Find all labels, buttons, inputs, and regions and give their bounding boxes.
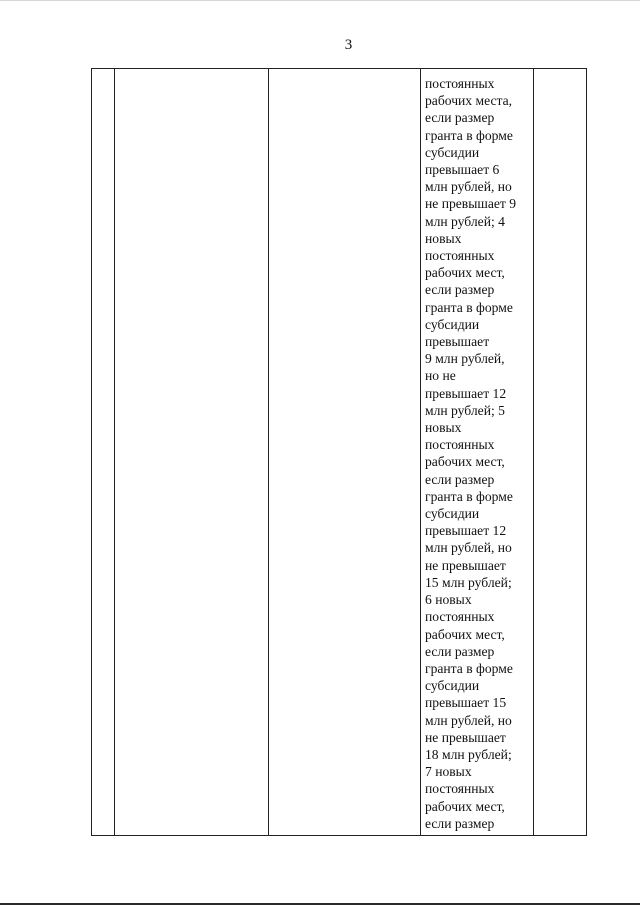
requirement-line: млн рублей, но (425, 540, 512, 556)
requirement-line: млн рублей, но (425, 712, 512, 728)
requirement-line: гранта в форме (425, 127, 513, 143)
table-cell-requirements (421, 69, 534, 836)
requirement-line: млн рублей; 5 (425, 402, 505, 418)
table-row (92, 69, 587, 836)
table-cell-description (269, 69, 421, 836)
requirement-line: превышает (425, 334, 490, 350)
requirement-line: субсидии (425, 506, 480, 522)
requirement-line: рабочих места, (425, 93, 513, 109)
requirement-line: субсидии (425, 678, 480, 694)
requirements-text (421, 69, 533, 832)
requirement-line: если размер (425, 471, 495, 487)
requirement-line: если размер (425, 282, 495, 298)
requirement-line: превышает 6 (425, 162, 500, 178)
requirement-line: 7 новых (425, 764, 472, 780)
requirement-line: постоянных (425, 76, 495, 91)
requirement-line: рабочих мест, (425, 454, 505, 470)
requirement-line: субсидии (425, 144, 480, 160)
table-cell-number (92, 69, 115, 836)
requirement-line: 6 новых (425, 592, 472, 608)
requirement-line: превышает 15 (425, 695, 507, 711)
requirement-line: постоянных (425, 609, 495, 625)
requirement-line: новых (425, 230, 462, 246)
table-cell-name (115, 69, 269, 836)
requirement-line: 18 млн рублей; (425, 746, 512, 762)
continuation-table (91, 68, 587, 836)
requirement-line: субсидии (425, 316, 480, 332)
requirement-line: постоянных (425, 248, 495, 264)
requirement-line: гранта в форме (425, 488, 513, 504)
requirement-line: постоянных (425, 437, 495, 453)
page-number: 3 (344, 37, 353, 53)
requirement-line: новых (425, 420, 462, 436)
requirement-line: если размер (425, 815, 495, 831)
requirement-line: рабочих мест, (425, 265, 505, 281)
requirement-line: млн рублей, но (425, 179, 512, 195)
requirement-line: но не (425, 368, 456, 384)
requirement-line: гранта в форме (425, 660, 513, 676)
requirement-line: если размер (425, 643, 495, 659)
requirement-line: не превышает (425, 557, 506, 573)
requirement-line: 15 млн рублей; (425, 574, 512, 590)
requirement-line: 9 млн рублей, (425, 351, 505, 367)
requirement-line: если размер (425, 110, 495, 126)
requirement-line: млн рублей; 4 (425, 213, 505, 229)
requirement-line: превышает 12 (425, 385, 507, 401)
requirement-line: превышает 12 (425, 523, 507, 539)
top-edge-line (0, 0, 640, 1)
requirement-line: не превышает (425, 729, 506, 745)
requirement-line: постоянных (425, 781, 495, 797)
table-cell-notes (534, 69, 587, 836)
requirement-line: гранта в форме (425, 299, 513, 315)
requirement-line: не превышает 9 (425, 196, 517, 212)
requirement-line: рабочих мест, (425, 798, 505, 814)
requirement-line: рабочих мест, (425, 626, 505, 642)
